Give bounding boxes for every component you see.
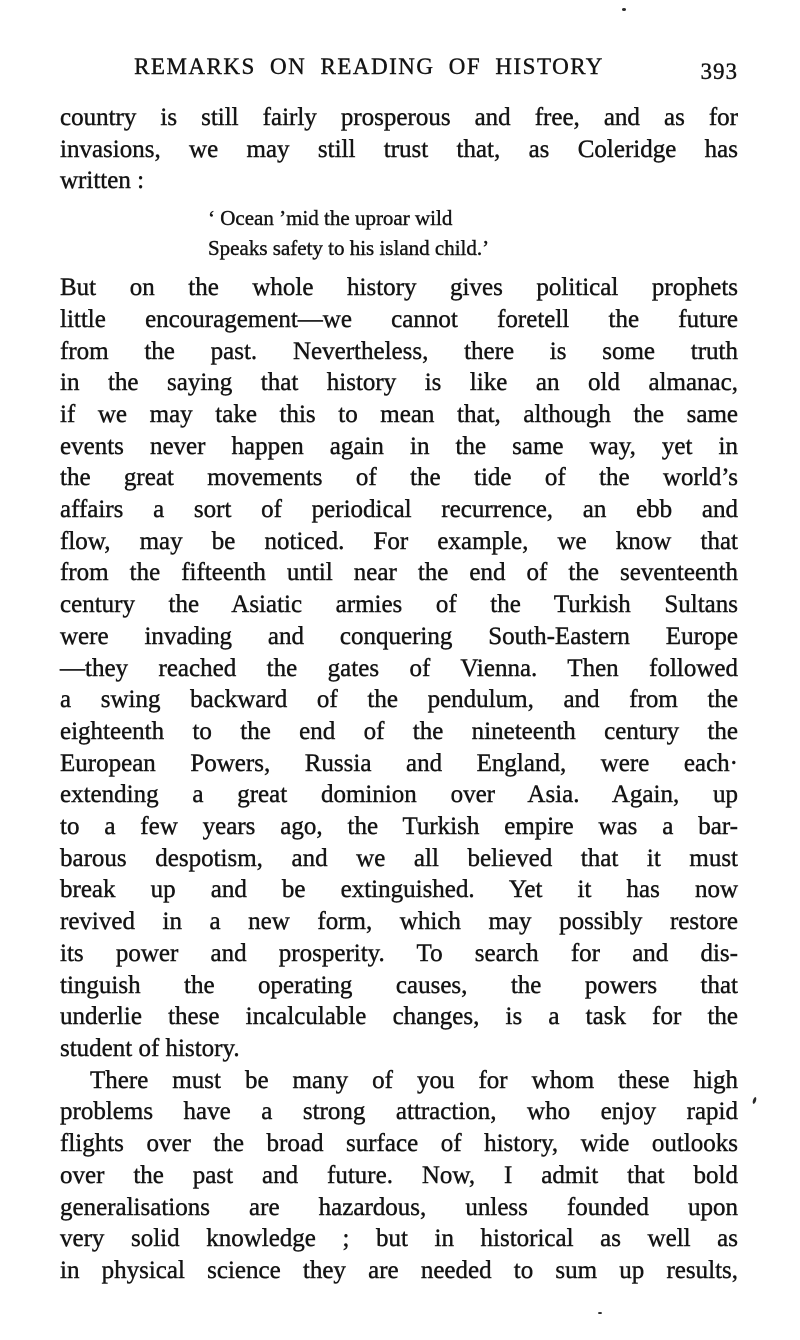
text-line: century the Asiatic armies of the Turkish Sultans xyxy=(60,591,738,619)
text-line: generalisations are hazardous, unless founded upon xyxy=(60,1193,738,1221)
scan-speck xyxy=(622,8,626,11)
text-line: written : xyxy=(60,167,145,195)
text-line: affairs a sort of periodical recurrence, an ebb and xyxy=(60,496,738,524)
text-line: tinguish the operating causes, the powers that xyxy=(60,971,738,999)
text-line: if we may take this to mean that, although the same xyxy=(60,400,738,428)
text-line: barous despotism, and we all believed that it must xyxy=(60,844,738,872)
running-head: REMARKS ON READING OF HISTORY xyxy=(134,54,604,79)
text-line: There must be many of you for whom these high xyxy=(90,1066,738,1094)
text-line: very solid knowledge ; but in historical as well as xyxy=(60,1225,738,1253)
text-line: the great movements of the tide of the world’s xyxy=(60,464,738,492)
paragraph xyxy=(60,272,738,1065)
text-line: underlie these incalculable changes, is a task for the xyxy=(60,1003,738,1031)
scan-speck xyxy=(598,1312,602,1314)
text-line: a swing backward of the pendulum, and from the xyxy=(60,686,738,714)
text-line: little encouragement—we cannot foretell the future xyxy=(60,305,738,333)
text-line: flights over the broad surface of history, wide outlooks xyxy=(60,1130,738,1158)
text-line: were invading and conquering South-Eastern Europe xyxy=(60,622,738,650)
text-line: extending a great dominion over Asia. Again, up xyxy=(60,781,738,809)
text-line: European Powers, Russia and England, were each· xyxy=(60,749,738,777)
text-line: its power and prosperity. To search for and dis- xyxy=(60,939,738,967)
text-line: country is still fairly prosperous and free, and as for xyxy=(60,104,738,131)
text-line: revived in a new form, which may possibly restore xyxy=(60,908,738,936)
text-line: invasions, we may still trust that, as Coleridge has xyxy=(60,135,738,163)
text-line: in physical science they are needed to sum up results, xyxy=(60,1256,738,1284)
text-line: in the saying that history is like an old almanac, xyxy=(60,369,738,397)
quote-block xyxy=(208,203,738,263)
text-line: from the past. Nevertheless, there is some truth xyxy=(60,337,738,365)
page-number: 393 xyxy=(700,59,738,84)
text-line: to a few years ago, the Turkish empire was a bar- xyxy=(60,813,738,841)
text-line: events never happen again in the same way, yet in xyxy=(60,432,738,460)
scan-speck xyxy=(752,1097,757,1105)
text-line: eighteenth to the end of the nineteenth century the xyxy=(60,717,738,745)
text-body xyxy=(60,102,738,1287)
text-line: flow, may be noticed. For example, we know that xyxy=(60,527,738,555)
text-line: —they reached the gates of Vienna. Then followed xyxy=(60,654,738,682)
text-line: But on the whole history gives political prophets xyxy=(60,274,738,302)
text-line: student of history. xyxy=(60,1034,240,1062)
text-line: Speaks safety to his island child.’ xyxy=(208,236,490,261)
text-line: ‘ Ocean ’mid the uproar wild xyxy=(208,206,453,231)
text-line: over the past and future. Now, I admit that bold xyxy=(60,1161,738,1189)
page-header xyxy=(60,54,738,88)
text-line: break up and be extinguished. Yet it has now xyxy=(60,876,738,904)
text-line: from the fifteenth until near the end of the seventeenth xyxy=(60,559,738,587)
paragraph xyxy=(60,102,738,197)
paragraph xyxy=(60,1065,738,1287)
text-line: problems have a strong attraction, who enjoy rapid xyxy=(60,1098,738,1126)
